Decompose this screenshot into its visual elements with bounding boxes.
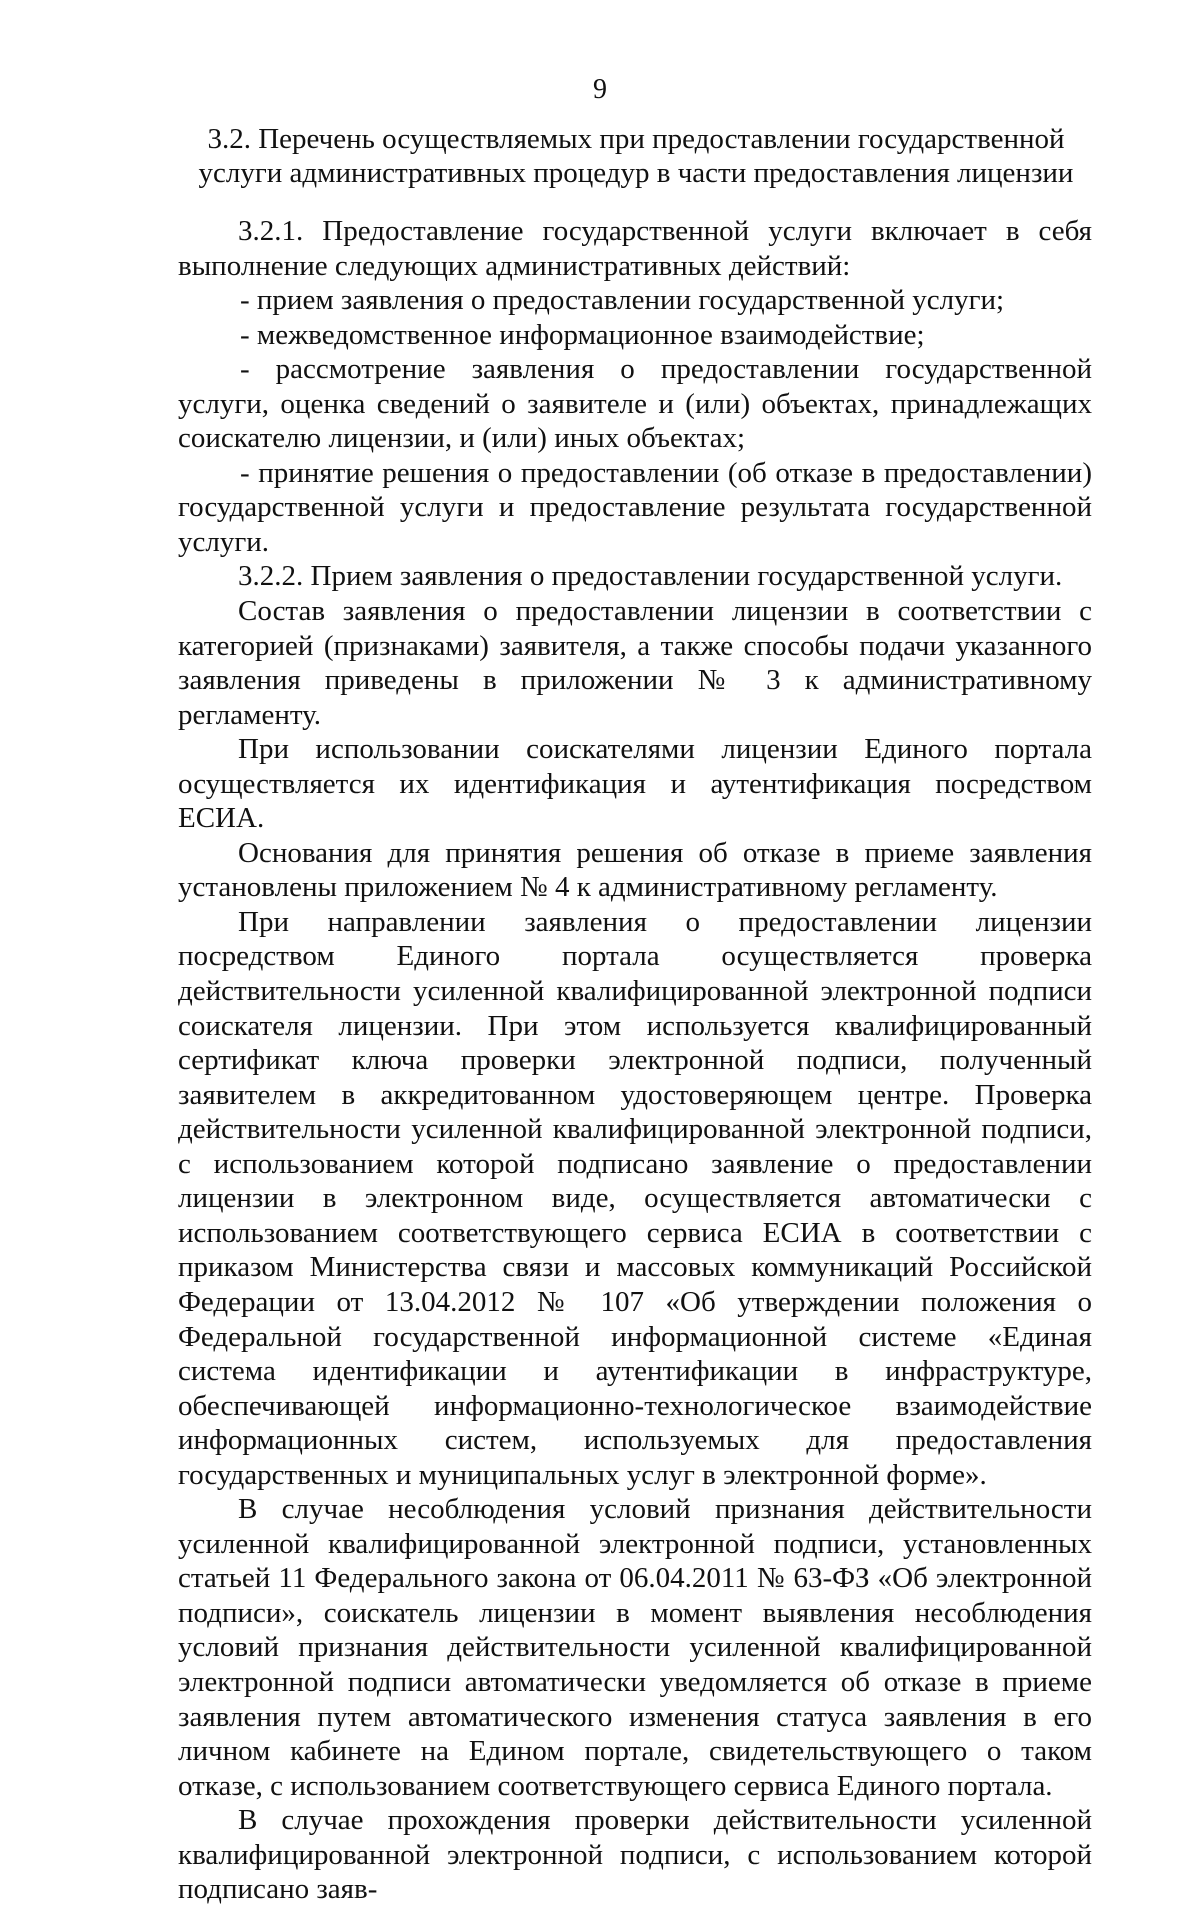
paragraph-identification: При использовании соискателями лицензии Единого портала осуществляется их идентификация и аутентификация посредством ЕСИА.	[178, 733, 1092, 835]
list-item-receipt: - прием заявления о предоставлении государственной услуги;	[240, 284, 1005, 317]
list-item-interagency: - межведомственное информационное взаимодействие;	[240, 318, 925, 351]
paragraph-3-2-2: 3.2.2. Прием заявления о предоставлении государственной услуги.	[238, 560, 1063, 593]
paragraph-refusal-grounds: Основания для принятия решения об отказе в приеме заявления установлены приложением № 4 к административному регламенту.	[178, 836, 1092, 904]
section-heading: 3.2. Перечень осуществляемых при предоставлении государственной услуги административных процедур в части предоставления лицензии	[198, 123, 1074, 189]
page-number: 9	[593, 74, 607, 105]
paragraph-signature-check: При направлении заявления о предоставлении лицензии посредством Единого портала осуществляется проверка действительности усиленной квалифицированной электронной подписи соискателя лицензии. При этом используется квалифицированный сертификат ключа проверки электронной подписи, полученный заявителем в аккредитованном удостоверяющем центре. Проверка действительности усиленной квалифицированной электронной подписи, с использованием которой подписано заявление о предоставлении лицензии в электронном виде, осуществляется автоматически с использованием соответствующего сервиса ЕСИА в соответствии с приказом Министерства связи и массовых коммуникаций Российской Федерации от 13.04.2012 № 107 «Об утверждении положения о Федеральной государственной информационной системе «Единая система идентификации и аутентификации в инфраструктуре, обеспечивающей информационно-технологическое взаимодействие информационных систем, используемых для предоставления государственных и муниципальных услуг в электронной форме».	[178, 905, 1092, 1491]
paragraph-3-2-1: 3.2.1. Предоставление государственной услуги включает в себя выполнение следующих административных действий:	[178, 215, 1092, 282]
paragraph-signature-success: В случае прохождения проверки действительности усиленной квалифицированной электронной подписи, с использованием которой подписано заяв-	[178, 1804, 1092, 1906]
list-item-review: - рассмотрение заявления о предоставлении государственной услуги, оценка сведений о заявителе и (или) объектах, принадлежащих соискателю лицензии, и (или) иных объектах;	[178, 353, 1092, 455]
paragraph-signature-failure: В случае несоблюдения условий признания действительности усиленной квалифицированной электронной подписи, установленных статьей 11 Федерального закона от 06.04.2011 № 63-ФЗ «Об электронной подписи», соискатель лицензии в момент выявления несоблюдения условий признания действительности усиленной квалифицированной электронной подписи автоматически уведомляется об отказе в приеме заявления путем автоматического изменения статуса заявления в его личном кабинете на Едином портале, свидетельствующего о таком отказе, с использованием соответствующего сервиса Единого портала.	[178, 1493, 1092, 1802]
list-item-decision: - принятие решения о предоставлении (об отказе в предоставлении) государственной услуги и предоставление результата государственной услуги.	[178, 456, 1092, 558]
body-text	[178, 214, 1092, 1907]
paragraph-application-content: Состав заявления о предоставлении лицензии в соответствии с категорией (признаками) заявителя, а также способы подачи указанного заявления приведены в приложении № 3 к административному регламенту.	[178, 595, 1092, 731]
